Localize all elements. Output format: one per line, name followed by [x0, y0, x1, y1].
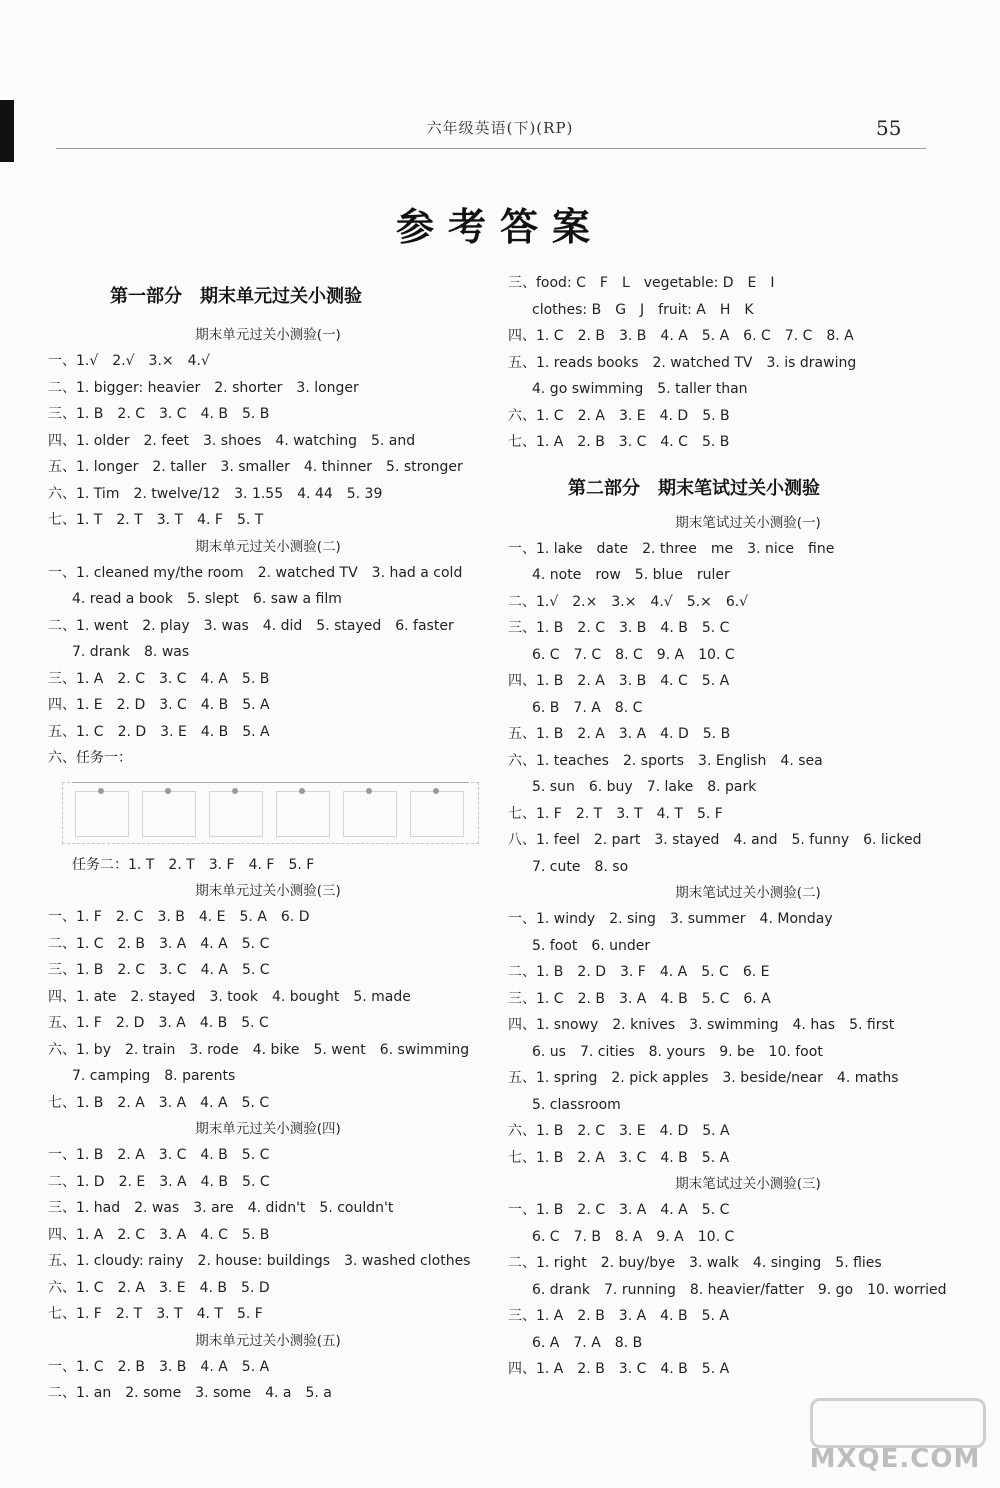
answer-line: 二、1. B 2. D 3. F 4. A 5. C 6. E	[508, 964, 770, 980]
answer-line: 三、1. A 2. B 3. A 4. B 5. A	[508, 1308, 729, 1324]
pin-icon	[366, 788, 372, 794]
answer-line: 七、1. F 2. T 3. T 4. T 5. F	[48, 1306, 263, 1322]
part-two-title: 第二部分 期末笔试过关小测验	[568, 477, 820, 499]
answer-line: 二、1. C 2. B 3. A 4. A 5. C	[48, 935, 270, 952]
answer-line: 三、1. B 2. C 3. B 4. B 5. C	[508, 620, 730, 636]
answer-line: 四、1. B 2. A 3. B 4. C 5. A	[508, 673, 730, 689]
answer-line: 一、1. cleaned my/the room 2. watched TV 3. had a cold	[48, 564, 463, 581]
answer-line: 三、1. B 2. C 3. C 4. B 5. B	[48, 406, 270, 422]
answer-line: 一、1. B 2. C 3. A 4. A 5. C	[508, 1202, 730, 1218]
answer-line: 任务二：1. T 2. T 3. F 4. F 5. F	[72, 856, 315, 873]
answer-line: 二、1. D 2. E 3. A 4. B 5. C	[48, 1173, 270, 1190]
answer-line: 五、1. longer 2. taller 3. smaller 4. thinner 5. stronger	[48, 459, 463, 475]
answer-line: 7. drank 8. was	[72, 644, 190, 660]
answer-line: 三、1. had 2. was 3. are 4. didn't 5. couldn't	[48, 1200, 394, 1216]
answer-line: 二、1.√ 2.× 3.× 4.√ 5.× 6.√	[508, 593, 749, 610]
header-rule	[56, 148, 926, 149]
answer-line: 六、1. by 2. train 3. rode 4. bike 5. went 6. swimming	[48, 1041, 470, 1058]
pin-icon	[433, 788, 439, 794]
answer-line: 6. us 7. cities 8. yours 9. be 10. foot	[532, 1043, 823, 1060]
right-column	[508, 270, 978, 1383]
answer-line: 4. go swimming 5. taller than	[532, 381, 748, 397]
answer-line: 三、1. B 2. C 3. C 4. A 5. C	[48, 962, 270, 978]
answer-line: 五、1. C 2. D 3. E 4. B 5. A	[48, 723, 270, 740]
answer-line: 6. A 7. A 8. B	[532, 1334, 643, 1351]
left-column	[48, 270, 488, 1407]
picture-panel	[276, 791, 330, 837]
answer-line: 五、1. B 2. A 3. A 4. D 5. B	[508, 726, 731, 742]
pin-icon	[232, 788, 238, 794]
answer-line: 四、1. A 2. C 3. A 4. C 5. B	[48, 1226, 270, 1243]
pin-icon	[165, 788, 171, 794]
answer-line: 六、1. B 2. C 3. E 4. D 5. A	[508, 1123, 730, 1139]
answer-line: 三、1. A 2. C 3. C 4. A 5. B	[48, 670, 270, 687]
part-one-title: 第一部分 期末单元过关小测验	[110, 286, 362, 307]
answer-line: 三、food: C F L vegetable: D E I	[508, 275, 775, 291]
quiz-heading: 期末单元过关小测验(五)	[195, 1332, 341, 1349]
answer-line: 一、1. C 2. B 3. B 4. A 5. A	[48, 1358, 270, 1375]
answer-line: 6. drank 7. running 8. heavier/fatter 9. go 10. worried	[532, 1281, 947, 1298]
running-head: 六年级英语(下)(RP)	[426, 119, 574, 137]
answer-line: 5. foot 6. under	[532, 937, 651, 954]
answer-line: 二、1. bigger: heavier 2. shorter 3. longer	[48, 379, 359, 396]
quiz-heading: 期末单元过关小测验(一)	[195, 327, 341, 343]
right-top-lines	[508, 270, 978, 456]
answer-line: 七、1. B 2. A 3. C 4. B 5. A	[508, 1149, 730, 1166]
answer-line: 一、1. F 2. C 3. B 4. E 5. A 6. D	[48, 909, 310, 925]
answer-line: 四、1. older 2. feet 3. shoes 4. watching 5. and	[48, 432, 416, 449]
watermark-text: MXQE.COM	[809, 1444, 981, 1474]
answer-line: 六、1. C 2. A 3. E 4. D 5. B	[508, 407, 730, 424]
answer-line: 七、1. T 2. T 3. T 4. F 5. T	[48, 512, 264, 528]
answer-line: 四、1. A 2. B 3. C 4. B 5. A	[508, 1361, 730, 1377]
answer-line: 七、1. A 2. B 3. C 4. C 5. B	[508, 434, 730, 450]
answer-line: 七、1. B 2. A 3. A 4. A 5. C	[48, 1094, 270, 1111]
right-sections	[508, 510, 978, 1383]
picture-panel	[75, 791, 129, 837]
answer-line: 六、1. C 2. A 3. E 4. B 5. D	[48, 1279, 270, 1296]
answer-line: 二、1. right 2. buy/bye 3. walk 4. singing 5. flies	[508, 1255, 882, 1271]
answer-line: 5. classroom	[532, 1096, 621, 1113]
quiz-heading: 期末单元过关小测验(二)	[195, 538, 341, 555]
answer-line: 7. cute 8. so	[532, 858, 629, 875]
answer-line: 六、1. teaches 2. sports 3. English 4. sea	[508, 752, 823, 769]
pin-icon	[299, 788, 305, 794]
answer-line: 一、1. lake date 2. three me 3. nice fine	[508, 540, 835, 557]
page-number: 55	[876, 116, 902, 140]
answer-line: 四、1. E 2. D 3. C 4. B 5. A	[48, 697, 270, 713]
quiz-heading: 期末单元过关小测验(三)	[195, 883, 341, 899]
answer-line: 一、1.√ 2.√ 3.× 4.√	[48, 353, 210, 369]
site-watermark	[800, 1398, 990, 1478]
answer-line: 六、1. Tim 2. twelve/12 3. 1.55 4. 44 5. 39	[48, 485, 383, 502]
page-title: 参考答案	[395, 205, 604, 249]
answer-line: clothes: B G J fruit: A H K	[532, 301, 754, 318]
answer-line: 6. B 7. A 8. C	[532, 699, 643, 716]
answer-line: 一、1. windy 2. sing 3. summer 4. Monday	[508, 911, 833, 927]
answer-line: 七、1. F 2. T 3. T 4. T 5. F	[508, 805, 723, 822]
answer-line: 6. C 7. C 8. C 9. A 10. C	[532, 646, 735, 663]
picture-string	[73, 782, 468, 783]
picture-panel	[410, 791, 464, 837]
answer-line: 四、1. snowy 2. knives 3. swimming 4. has 5. first	[508, 1017, 895, 1033]
answer-line: 三、1. C 2. B 3. A 4. B 5. C 6. A	[508, 990, 771, 1007]
picture-panel	[209, 791, 263, 837]
left-sections	[48, 322, 488, 1407]
watermark-seal	[810, 1398, 986, 1448]
pin-icon	[98, 788, 104, 794]
answer-line: 二、1. an 2. some 3. some 4. a 5. a	[48, 1385, 332, 1401]
answer-line: 一、1. B 2. A 3. C 4. B 5. C	[48, 1147, 270, 1163]
answer-line: 五、1. F 2. D 3. A 4. B 5. C	[48, 1015, 269, 1031]
quiz-heading: 期末单元过关小测验(四)	[195, 1121, 341, 1137]
quiz-heading: 期末笔试过关小测验(一)	[675, 514, 821, 531]
answer-line: 四、1. C 2. B 3. B 4. A 5. A 6. C 7. C 8. A	[508, 328, 854, 344]
answer-line: 二、1. went 2. play 3. was 4. did 5. stayed 6. faster	[48, 617, 454, 634]
answer-line: 5. sun 6. buy 7. lake 8. park	[532, 779, 757, 795]
answer-line: 八、1. feel 2. part 3. stayed 4. and 5. funny 6. licked	[508, 832, 922, 848]
answer-line: 五、1. spring 2. pick apples 3. beside/near 4. maths	[508, 1070, 899, 1086]
task-picture-strip	[62, 782, 479, 844]
picture-panel	[343, 791, 397, 837]
answer-line: 4. note row 5. blue ruler	[532, 567, 730, 583]
answer-line: 五、1. cloudy: rainy 2. house: buildings 3. washed clothes	[48, 1253, 471, 1269]
answer-line: 五、1. reads books 2. watched TV 3. is drawing	[508, 354, 857, 371]
answer-line: 4. read a book 5. slept 6. saw a film	[72, 591, 342, 607]
picture-panel	[142, 791, 196, 837]
answer-line: 六、任务一：	[48, 750, 132, 766]
quiz-heading: 期末笔试过关小测验(二)	[675, 885, 821, 901]
quiz-heading: 期末笔试过关小测验(三)	[675, 1176, 821, 1192]
answer-line: 四、1. ate 2. stayed 3. took 4. bought 5. made	[48, 988, 411, 1005]
answer-line: 7. camping 8. parents	[72, 1068, 236, 1084]
answer-line: 6. C 7. B 8. A 9. A 10. C	[532, 1228, 735, 1245]
